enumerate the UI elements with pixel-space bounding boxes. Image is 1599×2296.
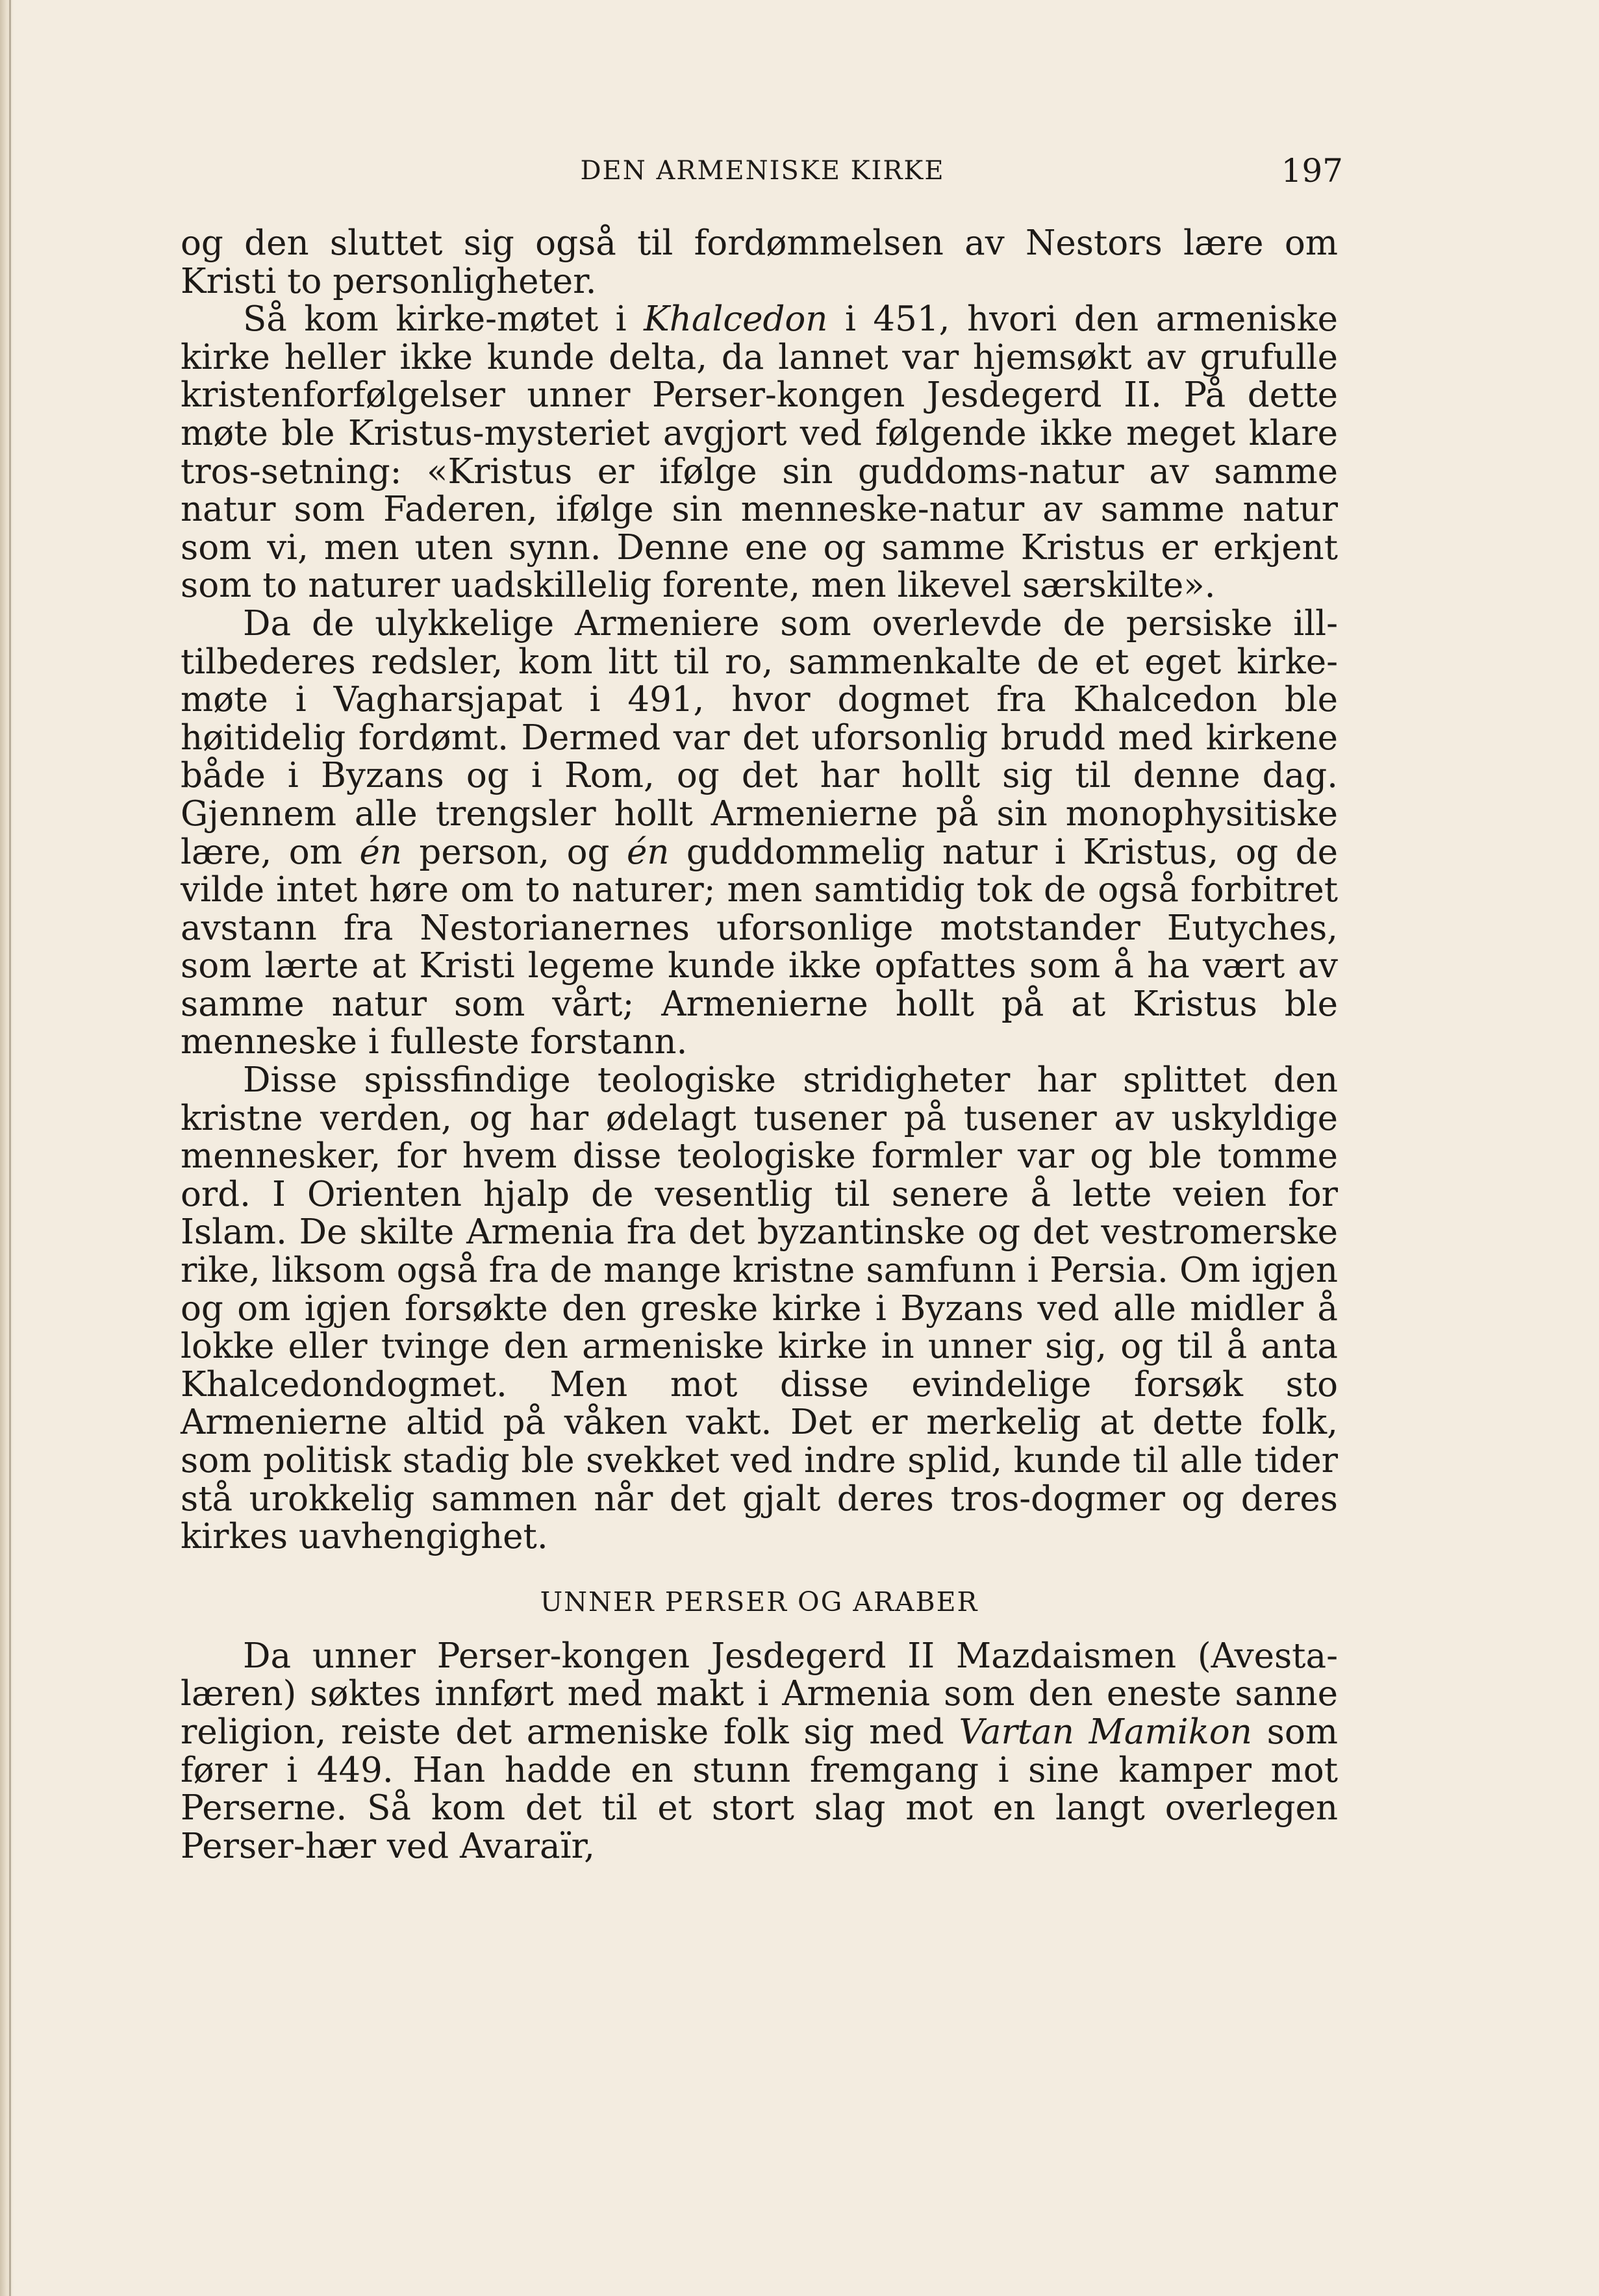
paragraph-5 (181, 1638, 1338, 1866)
paragraph-1: og den sluttet sig også til fordømmelsen av Nestors lære om Kristi to personligheter. (181, 223, 1338, 301)
paragraph-4: Disse spissfindige teologiske stridigheter har splittet den kristne verden, og har ødelagt tusener på tusener av uskyldige mennesker, for hvem disse teologiske formler var og ble tomme ord. I Orienten hjalp de vesentlig til senere å lette veien for Islam. De skilte Armenia fra det byzantinske og det vestromerske rike, liksom også fra de mange kristne samfunn i Persia. Om igjen og om igjen forsøkte den greske kirke i Byzans ved alle midler å lokke eller tvinge den armeniske kirke in unner sig, og til å anta Khalcedondogmet. Men mot disse evindelige forsøk sto Armenierne altid på våken vakt. Det er merkelig at dette folk, som politisk stadig ble svekket ved indre splid, kunde til alle tider stå urokkelig sammen når det gjalt deres tros-dogmer og deres kirkes uavhengighet. (181, 1060, 1338, 1557)
page-number: 197 (1281, 152, 1343, 190)
italic-khalcedon: Khalcedon (644, 299, 828, 340)
paragraph-3-text-b: person, og (401, 832, 627, 872)
running-title: DEN ARMENISKE KIRKE (580, 156, 945, 186)
paragraph-2-text-a: Så kom kirke-møtet i (243, 299, 644, 340)
body-text (181, 225, 1338, 1866)
paragraph-2-text-b: i 451, hvori den armeniske kirke heller ikke kunde delta, da lannet var hjemsøkt av grufulle kristenforfølgelser unner Perser-kongen Jesdegerd II. På dette møte ble Kristus-mysteriet avgjort ved følgende ikke meget klare tros-setning: «Kristus er ifølge sin guddoms-natur av samme natur som Faderen, ifølge sin menneske-natur av samme natur som vi, men uten synn. Denne ene og samme Kristus er erkjent som to naturer uadskillelig forente, men likevel særskilte». (181, 299, 1339, 606)
paragraph-3 (181, 605, 1338, 1062)
italic-vartan-mamikon: Vartan Mamikon (959, 1712, 1252, 1752)
paragraph-5-text-a: Da unner Perser-kongen Jesdegerd II Mazdaismen (Avesta-læren) søktes innført med makt i Armenia som den eneste sanne religion, reiste det armeniske folk sig med (181, 1636, 1338, 1752)
section-heading: UNNER PERSER OG ARABER (540, 1586, 979, 1617)
page-binding-line (9, 0, 11, 2296)
paragraph-5-text-b: som fører i 449. Han hadde en stunn fremgang i sine kamper mot Perserne. Så kom det til et stort slag mot en langt overlegen Perser-hær ved Avaraïr, (181, 1712, 1338, 1866)
paragraph-3-text-c: guddommelig natur i Kristus, og de vilde intet høre om to naturer; men samtidig tok de også forbitret avstann fra Nestorianernes uforsonlige motstander Eutyches, som lærte at Kristi legeme kunde ikke opfattes som å ha vært av samme natur som vårt; Armenierne hollt på at Kristus ble menneske i fulleste forstann. (181, 832, 1338, 1062)
italic-en-2: én (626, 832, 670, 872)
paragraph-3-text-a: Da de ulykkelige Armeniere som overlevde de persiske ill-tilbederes redsler, kom litt til ro, sammenkalte de et eget kirke-møte i Vagharsjapat i 491, hvor dogmet fra Khalcedon ble høitidelig fordømt. Dermed var det uforsonlig brudd med kirkene både i Byzans og i Rom, og det har hollt sig til denne dag. Gjennem alle trengsler hollt Armenierne på sin monophysitiske lære, om (181, 603, 1338, 872)
paragraph-2 (181, 301, 1338, 605)
running-header (182, 148, 1343, 193)
page-binding-edge (0, 0, 14, 2296)
italic-en-1: én (359, 832, 402, 872)
